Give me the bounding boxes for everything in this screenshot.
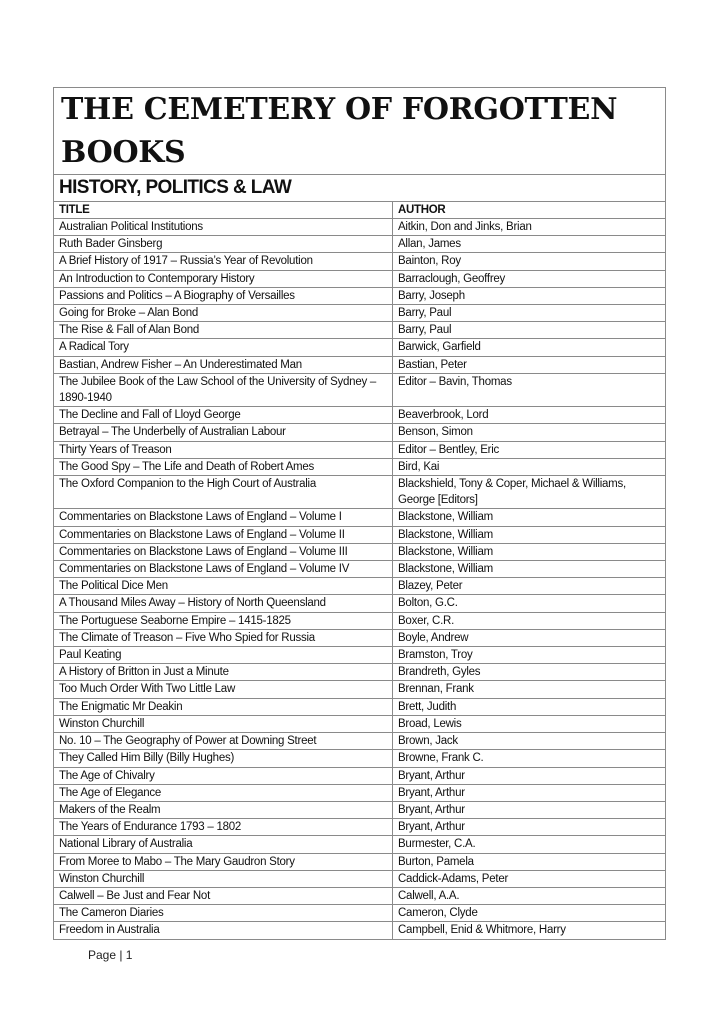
table-row [54, 441, 666, 458]
table-row [54, 750, 666, 767]
book-title-cell: The Portuguese Seaborne Empire – 1415-1825 [54, 612, 393, 629]
document-title: THE CEMETERY OF FORGOTTEN BOOKS [54, 88, 666, 175]
table-row [54, 322, 666, 339]
book-title-cell: From Moree to Mabo – The Mary Gaudron Story [54, 853, 393, 870]
book-title-cell: A History of Britton in Just a Minute [54, 664, 393, 681]
table-row [54, 647, 666, 664]
table-row [54, 819, 666, 836]
book-title-cell: Paul Keating [54, 647, 393, 664]
book-title-cell: The Oxford Companion to the High Court of Australia [54, 476, 393, 509]
book-title-cell: Going for Broke – Alan Bond [54, 305, 393, 322]
column-header-title: TITLE [54, 202, 393, 219]
table-row [54, 733, 666, 750]
book-author-cell: Boyle, Andrew [393, 629, 666, 646]
title-row [54, 88, 666, 175]
book-author-cell: Bainton, Roy [393, 253, 666, 270]
book-author-cell: Bird, Kai [393, 458, 666, 475]
book-title-cell: The Political Dice Men [54, 578, 393, 595]
book-author-cell: Blackshield, Tony & Coper, Michael & Williams, George [Editors] [393, 476, 666, 509]
document-page [53, 87, 665, 940]
book-author-cell: Broad, Lewis [393, 715, 666, 732]
book-title-cell: No. 10 – The Geography of Power at Downing Street [54, 733, 393, 750]
book-title-cell: The Age of Elegance [54, 784, 393, 801]
table-row [54, 578, 666, 595]
column-header-row [54, 202, 666, 219]
section-row [54, 175, 666, 202]
book-author-cell: Cameron, Clyde [393, 905, 666, 922]
table-row [54, 801, 666, 818]
book-title-cell: Commentaries on Blackstone Laws of England – Volume III [54, 543, 393, 560]
table-row [54, 373, 666, 406]
book-author-cell: Brandreth, Gyles [393, 664, 666, 681]
table-row [54, 305, 666, 322]
table-row [54, 887, 666, 904]
table-row [54, 836, 666, 853]
table-row [54, 561, 666, 578]
book-title-cell: Thirty Years of Treason [54, 441, 393, 458]
book-author-cell: Barry, Paul [393, 305, 666, 322]
table-row [54, 270, 666, 287]
book-title-cell: Winston Churchill [54, 870, 393, 887]
book-author-cell: Barry, Paul [393, 322, 666, 339]
table-row [54, 715, 666, 732]
book-title-cell: They Called Him Billy (Billy Hughes) [54, 750, 393, 767]
book-title-cell: Commentaries on Blackstone Laws of England – Volume IV [54, 561, 393, 578]
book-title-cell: Calwell – Be Just and Fear Not [54, 887, 393, 904]
table-row [54, 219, 666, 236]
book-title-cell: The Years of Endurance 1793 – 1802 [54, 819, 393, 836]
table-row [54, 612, 666, 629]
book-author-cell: Brett, Judith [393, 698, 666, 715]
table-row [54, 236, 666, 253]
book-title-cell: National Library of Australia [54, 836, 393, 853]
book-title-cell: A Thousand Miles Away – History of North Queensland [54, 595, 393, 612]
table-row [54, 424, 666, 441]
book-author-cell: Bramston, Troy [393, 647, 666, 664]
book-title-cell: Ruth Bader Ginsberg [54, 236, 393, 253]
table-row [54, 356, 666, 373]
book-author-cell: Bolton, G.C. [393, 595, 666, 612]
table-row [54, 407, 666, 424]
section-heading: HISTORY, POLITICS & LAW [54, 175, 666, 202]
book-title-cell: A Radical Tory [54, 339, 393, 356]
table-row [54, 526, 666, 543]
book-author-cell: Allan, James [393, 236, 666, 253]
book-author-cell: Editor – Bavin, Thomas [393, 373, 666, 406]
table-row [54, 905, 666, 922]
book-table [53, 87, 666, 940]
table-row [54, 339, 666, 356]
table-row [54, 543, 666, 560]
book-title-cell: Winston Churchill [54, 715, 393, 732]
book-author-cell: Beaverbrook, Lord [393, 407, 666, 424]
book-author-cell: Aitkin, Don and Jinks, Brian [393, 219, 666, 236]
book-author-cell: Barwick, Garfield [393, 339, 666, 356]
book-author-cell: Editor – Bentley, Eric [393, 441, 666, 458]
book-author-cell: Bryant, Arthur [393, 801, 666, 818]
book-title-cell: Commentaries on Blackstone Laws of England – Volume I [54, 509, 393, 526]
book-author-cell: Bryant, Arthur [393, 784, 666, 801]
book-title-cell: The Enigmatic Mr Deakin [54, 698, 393, 715]
table-row [54, 922, 666, 939]
book-author-cell: Barry, Joseph [393, 287, 666, 304]
book-author-cell: Brown, Jack [393, 733, 666, 750]
book-title-cell: Passions and Politics – A Biography of Versailles [54, 287, 393, 304]
page-number: Page | 1 [88, 948, 133, 962]
book-author-cell: Blackstone, William [393, 526, 666, 543]
table-row [54, 767, 666, 784]
column-header-author: AUTHOR [393, 202, 666, 219]
book-title-cell: Bastian, Andrew Fisher – An Underestimated Man [54, 356, 393, 373]
book-author-cell: Bryant, Arthur [393, 819, 666, 836]
book-title-cell: The Jubilee Book of the Law School of the University of Sydney – 1890-1940 [54, 373, 393, 406]
book-title-cell: Too Much Order With Two Little Law [54, 681, 393, 698]
table-row [54, 681, 666, 698]
book-title-cell: The Climate of Treason – Five Who Spied for Russia [54, 629, 393, 646]
book-author-cell: Barraclough, Geoffrey [393, 270, 666, 287]
book-author-cell: Blackstone, William [393, 509, 666, 526]
table-row [54, 509, 666, 526]
book-title-cell: The Rise & Fall of Alan Bond [54, 322, 393, 339]
table-row [54, 253, 666, 270]
book-author-cell: Bryant, Arthur [393, 767, 666, 784]
table-row [54, 698, 666, 715]
book-title-cell: An Introduction to Contemporary History [54, 270, 393, 287]
table-row [54, 784, 666, 801]
book-title-cell: Freedom in Australia [54, 922, 393, 939]
book-author-cell: Blackstone, William [393, 543, 666, 560]
book-title-cell: Australian Political Institutions [54, 219, 393, 236]
book-author-cell: Brennan, Frank [393, 681, 666, 698]
book-author-cell: Blackstone, William [393, 561, 666, 578]
table-row [54, 595, 666, 612]
book-author-cell: Burmester, C.A. [393, 836, 666, 853]
book-author-cell: Blazey, Peter [393, 578, 666, 595]
book-title-cell: The Cameron Diaries [54, 905, 393, 922]
book-author-cell: Calwell, A.A. [393, 887, 666, 904]
book-title-cell: The Age of Chivalry [54, 767, 393, 784]
table-row [54, 476, 666, 509]
book-title-cell: The Good Spy – The Life and Death of Robert Ames [54, 458, 393, 475]
table-row [54, 870, 666, 887]
table-row [54, 458, 666, 475]
book-title-cell: Commentaries on Blackstone Laws of England – Volume II [54, 526, 393, 543]
book-author-cell: Burton, Pamela [393, 853, 666, 870]
book-author-cell: Browne, Frank C. [393, 750, 666, 767]
book-title-cell: The Decline and Fall of Lloyd George [54, 407, 393, 424]
book-author-cell: Caddick-Adams, Peter [393, 870, 666, 887]
table-row [54, 629, 666, 646]
book-author-cell: Benson, Simon [393, 424, 666, 441]
table-row [54, 664, 666, 681]
book-title-cell: Makers of the Realm [54, 801, 393, 818]
table-row [54, 853, 666, 870]
book-author-cell: Bastian, Peter [393, 356, 666, 373]
table-row [54, 287, 666, 304]
book-title-cell: A Brief History of 1917 – Russia’s Year of Revolution [54, 253, 393, 270]
book-title-cell: Betrayal – The Underbelly of Australian Labour [54, 424, 393, 441]
book-author-cell: Boxer, C.R. [393, 612, 666, 629]
book-author-cell: Campbell, Enid & Whitmore, Harry [393, 922, 666, 939]
